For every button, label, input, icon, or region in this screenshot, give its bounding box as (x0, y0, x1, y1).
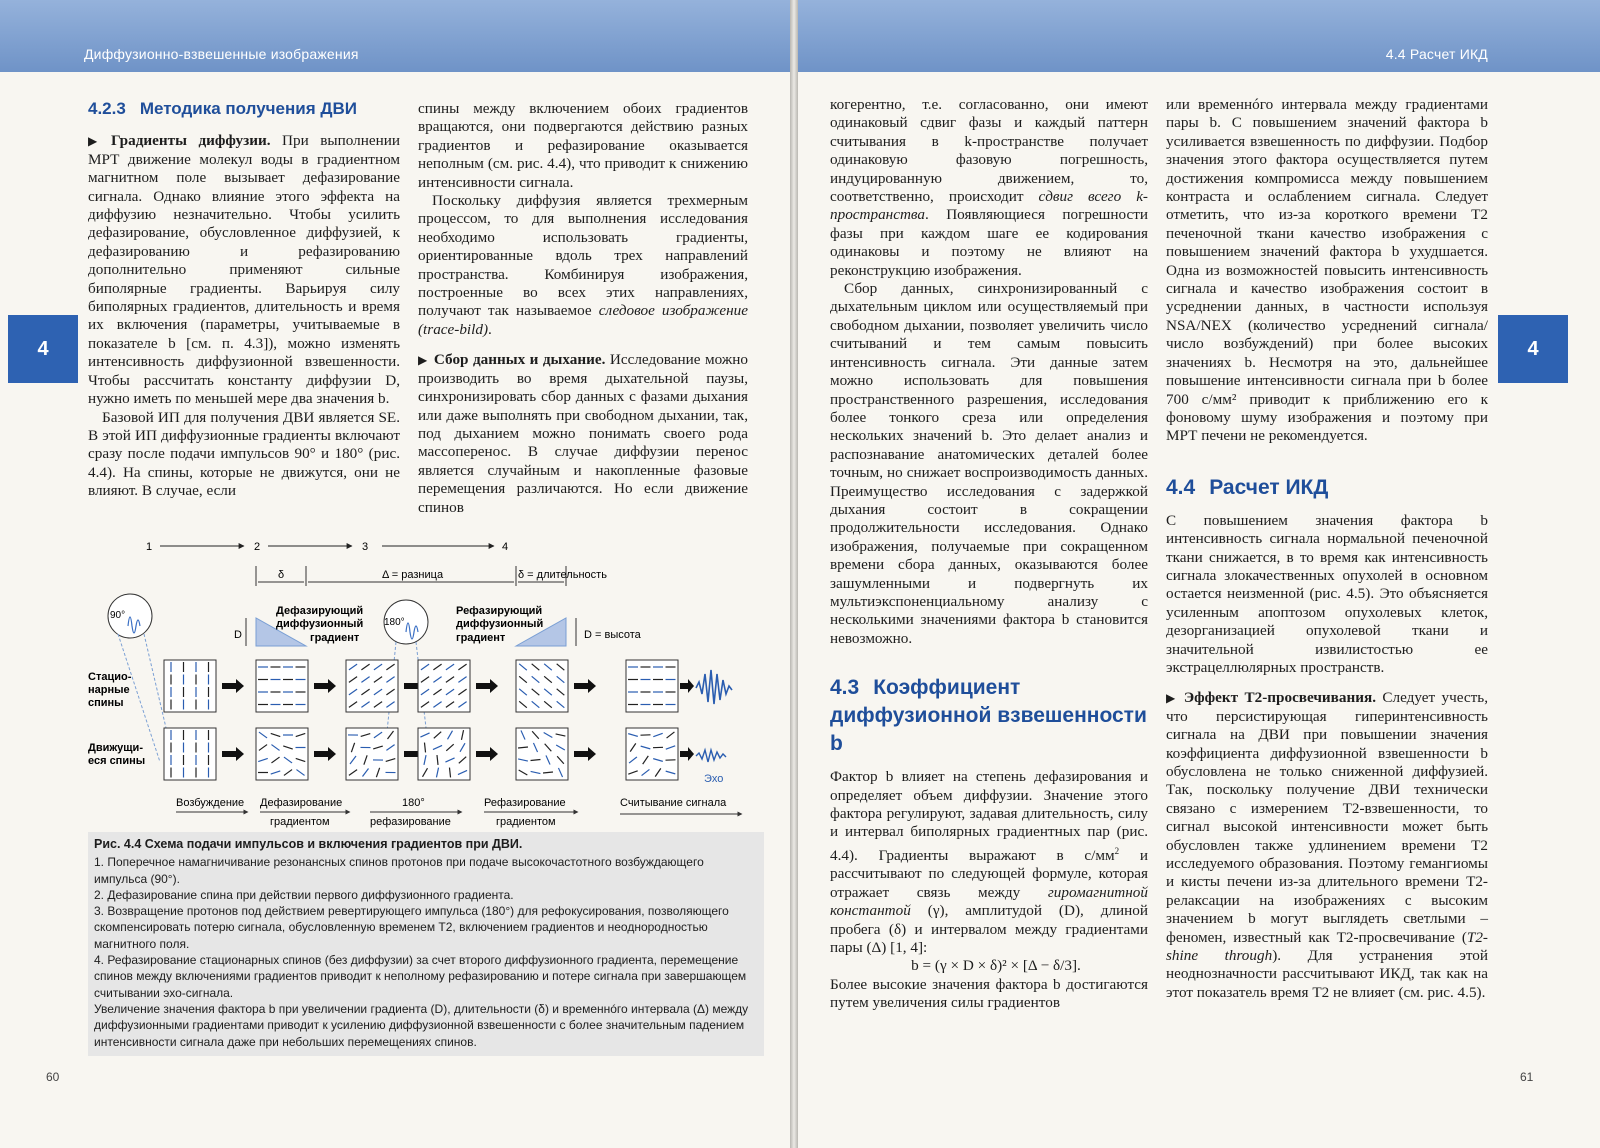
moving-spins-label (88, 742, 146, 767)
step-label: 1 (146, 541, 153, 553)
paragraph-text: ). Для устранения этой неоднозначности рассчитывают ИКД, так как на этот показатель время T2 не влияет (см. рис. 4.5). (1166, 947, 1489, 1001)
book-gutter (790, 0, 798, 1148)
paragraph-text: Следует учесть, что персистирующая гиперинтенсивность сигнала на ДВИ при повышении значения коэффициента диффузионной взвешенности b обусловлена не только сниженной диффузией. Так, поскольку получение ДВИ технически связано с измерением T2-взвешенности, то сигнал высокой интенсивности может быть обусловлен также удлинением времени T2 исследуемого образования. Поэтому гемангиомы и кисты печени из-за длительного времени T2-релаксации на изображениях с высоким значением b могут выглядеть светлыми – феномен, известный как T2-просвечивание ( (1166, 689, 1488, 946)
stage-transition-arrow (680, 679, 694, 693)
label-line: Стацио- (88, 671, 132, 683)
spin-box-grid (164, 660, 694, 780)
label-line: спины (88, 697, 124, 709)
paragraph: С повышением значения фактора b интенсивность сигнала нормальной печеночной ткани снижается, в то время как интенсивность сигнала злокачественных опухолей в основном остается неизменной (рис. 4.5). Это объясняется усиленным апоптозом опухолевых клеток, дезорганизацией опухолевой ткани и значительной извилистостью ее экстрацеллюлярных пространств. (1166, 511, 1488, 676)
label-line: Дефазирование (260, 797, 343, 809)
stationary-spins-label (88, 671, 134, 709)
echo-signal-strong (696, 670, 732, 704)
right-column-2 (1166, 96, 1488, 1002)
label-line: градиентом (270, 816, 330, 828)
paragraph-text: и рассчитывают по следующей формуле, которая отражает связь между (830, 846, 1148, 901)
stage-transition-arrow (476, 679, 498, 693)
caption-line: 1. Поперечное намагничивание резонансных спинов протонов при подаче высокочастотного возбуждающего импульса (90°). (94, 855, 704, 886)
stage-transition-arrow (314, 747, 336, 761)
label-line: градиент (456, 632, 506, 644)
stage-label: Считывание сигнала (620, 797, 727, 809)
paragraph-arrow-icon: ▶ (418, 353, 428, 368)
label-line: рефазирование (370, 816, 451, 828)
right-page (798, 0, 1600, 1148)
paragraph: или временнóго интервала между градиентами пары b. С повышением значений фактора b усиливается взвешенность по диффузии. Подбор значения этого фактора осуществляется путем достижения компромисса между повышением контраста и ослаблением сигнала. Следует отметить, что из-за короткого времени T2 печеночной ткани качество изображения с повышением значений фактора b ухудшается. Одна из возможностей повысить интенсивность сигнала и качество изображения состоит в усреднении данных, в частности используя NSA/NEX (количество усреднений сигнала/число возбуждений) при более высоких значениях b. Несмотря на это, дальнейшее повышение интенсивности сигнала при b более 700 с/мм² приводит к приближению его к фоновому шуму изображения и поэтому при МРТ печени не рекомендуется. (1166, 96, 1488, 445)
caption-line: Увеличение значения фактора b при увеличении градиента (D), длительности (δ) и временнóго интервала (Δ) между диффузионными градиентами приводит к усилению диффузионной взвешенности с более значительным падением интенсивности сигнала даже при небольших перемещениях спинов. (94, 1001, 749, 1049)
left-column-1 (88, 100, 400, 501)
figure-caption (88, 832, 764, 1056)
italic-term: T2-shine through (1166, 928, 1488, 965)
paragraph (88, 409, 400, 501)
page-number: 60 (46, 1070, 60, 1084)
stage-transition-arrow (574, 747, 596, 761)
label-line: диффузионный (276, 618, 364, 630)
paragraph (830, 768, 1148, 957)
label-line: нарные (88, 684, 130, 696)
paragraph-text: . Появляющиеся погрешности фазы при каждом шаге ее кодирования одинаковы и поэтому не влияют на реконструкцию изображения. (830, 206, 1148, 279)
step-label: 3 (362, 541, 369, 553)
paragraph: спины между включением обоих градиентов вращаются, они подвергаются действию разных градиентов и рефазирование оказывается неполным (см. рис. 4.4), что приводит к снижению интенсивности сигнала. (418, 100, 748, 191)
left-column-2 (418, 100, 748, 517)
section-title: Расчет ИКД (1209, 475, 1329, 499)
section-number: 4.2.3 (88, 99, 126, 118)
echo-label: Эхо (704, 773, 724, 785)
section-heading-4-4 (1166, 474, 1488, 502)
label-line: диффузионный (456, 618, 544, 630)
label-line: 180° (402, 797, 425, 809)
paragraph-text: Базовой ИП для получения ДВИ является SE. В этой ИП диффузионные градиенты включают сразу после подачи импульсов 90° и 180° (рис. 4.4). На спины, которые не движутся, они не влияют. В случае, если (88, 408, 400, 500)
italic-term: гиромагнитной константой (830, 883, 1148, 920)
stage-transition-arrow (476, 747, 498, 761)
label-line: Рефазирующий (456, 605, 543, 617)
echo-signal-weak (696, 750, 726, 762)
label-line: градиентом (496, 816, 556, 828)
gradient-d-label: D (234, 629, 242, 641)
label-line: еся спины (88, 755, 146, 767)
paragraph (418, 351, 748, 517)
stage-transition-arrow (680, 747, 694, 761)
italic-term: сдвиг всего k-пространства (830, 188, 1148, 224)
paragraph (88, 132, 400, 408)
chapter-tab: 4 (1498, 315, 1568, 383)
paragraph-text: Исследование можно производить во время дыхательной паузы, синхронизировать сбор данных с фазами дыхания или даже выполнять при свободном дыхании, так, под дыханием можно понимать своего рода массоперенос. В случае диффузии перенос является случайным и накопленные фазовые перемещения различаются. Но если движение спинов (418, 351, 749, 516)
caption-title: Рис. 4.4 Схема подачи импульсов и включения градиентов при ДВИ. (94, 837, 523, 851)
section-title: Коэффициент диффузионной взвешенности b (830, 676, 1147, 756)
section-title: Методика получения ДВИ (139, 99, 357, 118)
pulse-180-label: 180° (384, 617, 405, 628)
right-column-1 (830, 96, 1148, 1013)
caption-line: 3. Возвращение протонов под действием ревертирующего импульса (180°) для рефокусирования, позволяющего скомпенсировать потерю сигнала, обусловленную временем T2, включением градиентов и неоднородностью магнитного поля. (94, 904, 729, 951)
chapter-tab: 4 (8, 315, 78, 383)
section-number: 4.4 (1166, 475, 1196, 499)
paragraph: Сбор данных, синхронизированный с дыхательным циклом или осуществляемый при свободном дыхании, позволяет увеличить число считываний и тем самым повысить интенсивность сигнала. Эти данные затем можно использовать для повышения пространственного разрешения, исследования более тонкого среза или определения нескольких значений b. Это делает анализ и распознавание анатомических деталей более точным, но снижает воспроизводимость данных. Преимущество исследования с задержкой дыхания состоит в сокращении продолжительности исследования. Однако изображения, получаемые при сокращенном времени сбора данных, оказываются более зашумленными и подвергнуть их мультиэкспоненциальному анализу с несколькими значениями фактора b становится невозможно. (830, 280, 1148, 647)
paragraph (1166, 689, 1488, 1002)
caption-line: 4. Рефазирование стационарных спинов (без диффузии) за счет второго диффузионного градиента, перемещение спинов между включениями градиентов приводит к неполному рефазированию и потере сигнала при завершающем считывании эхо-сигнала. (94, 953, 747, 1000)
running-head: Диффузионно-взвешенные изображения (84, 46, 359, 62)
big-delta-label: Δ = разница (382, 569, 444, 581)
figure-4-4 (84, 536, 764, 828)
paragraph-lead: Эффект T2-просвечивания. (1183, 689, 1376, 707)
section-heading-4-3 (830, 674, 1148, 758)
delta-duration-label: δ = длительность (518, 569, 607, 581)
delta-label: δ (278, 569, 285, 581)
left-page (0, 0, 790, 1148)
stage-transition-arrow (222, 679, 244, 693)
label-line: Движущи- (88, 742, 143, 754)
label-line: Рефазирование (484, 797, 566, 809)
paragraph-arrow-icon: ▶ (88, 134, 105, 149)
b-factor-formula: b = (γ × D × δ)² × [Δ − δ/3]. (911, 957, 1081, 975)
stage-transition-arrow (574, 679, 596, 693)
step-label: 2 (254, 541, 261, 553)
paragraph: Более высокие значения фактора b достигаются путем увеличения силы градиентов (830, 975, 1148, 1012)
running-head: 4.4 Расчет ИКД (1385, 46, 1488, 62)
paragraph-text: Фактор b влияет на степень дефазирования и определяет объем диффузии. Значение этого фактора регулируют, задавая длительность, силу и интервал биполярных градиентных пар (рис. 4.4). Градиенты выражают в с/мм (830, 768, 1148, 864)
stage-label: Возбуждение (176, 797, 245, 809)
paragraph-text: (γ), амплитудой (D), длиной пробега (δ) и интервалом между градиентами пары (Δ) [1, 4]: (830, 902, 1148, 956)
gradient-height-label: D = высота (584, 629, 641, 641)
label-line: Дефазирующий (276, 605, 364, 617)
section-heading (88, 100, 400, 118)
paragraph-text: . (488, 320, 492, 338)
label-line: градиент (310, 632, 360, 644)
pulse-90-label: 90° (110, 610, 126, 621)
superscript: 2 (1114, 845, 1120, 856)
page-number: 61 (1520, 1070, 1534, 1084)
stage-transition-arrow (222, 747, 244, 761)
paragraph (830, 96, 1148, 280)
paragraph-text: Поскольку диффузия является трехмерным процессом, то для выполнения исследования необходимо использовать градиенты, ориентированные вдоль трех направлений пространства. Комбинируя изображения, построенные во всех этих направлениях, получают так называемое (418, 192, 748, 320)
paragraph (418, 192, 748, 339)
paragraph-arrow-icon: ▶ (1166, 691, 1178, 706)
paragraph-lead: Градиенты диффузии. (110, 132, 271, 150)
paragraph-text: когерентно, т.е. согласованно, они имеют одинаковый сдвиг фазы и каждый паттерн считывания в k-пространстве получает одинаковую фазовую погрешность, индуцированную движением, то, соответственно, происходит (830, 96, 1148, 206)
stage-transition-arrow (314, 679, 336, 693)
paragraph-lead: Сбор данных и дыхание. (433, 351, 606, 369)
caption-line: 2. Дефазирование спина при действии первого диффузионного градиента. (94, 887, 514, 902)
italic-term: следовое изображение (trace-bild) (418, 302, 748, 338)
paragraph-text: При выполнении МРТ движение молекул воды в градиентном магнитном поле вызывает дефазирование сигнала. Однако влияние этого эффекта на диффузию незначительно. Чтобы усилить дефазирование, обусловленное диффузией, к дефазированию и рефазированию дополнительно применяют сильные биполярные градиенты. Варьируя силу биполярных градиентов, длительность и время их включения (параметры, учитываемые в показателе b [см. п. 4.3]), можно изменять интенсивность диффузионной взвешенности. Чтобы рассчитать константу диффузии D, нужно иметь по меньшей мере два значения b. (88, 132, 400, 408)
section-number: 4.3 (830, 676, 860, 700)
step-label: 4 (502, 541, 509, 553)
